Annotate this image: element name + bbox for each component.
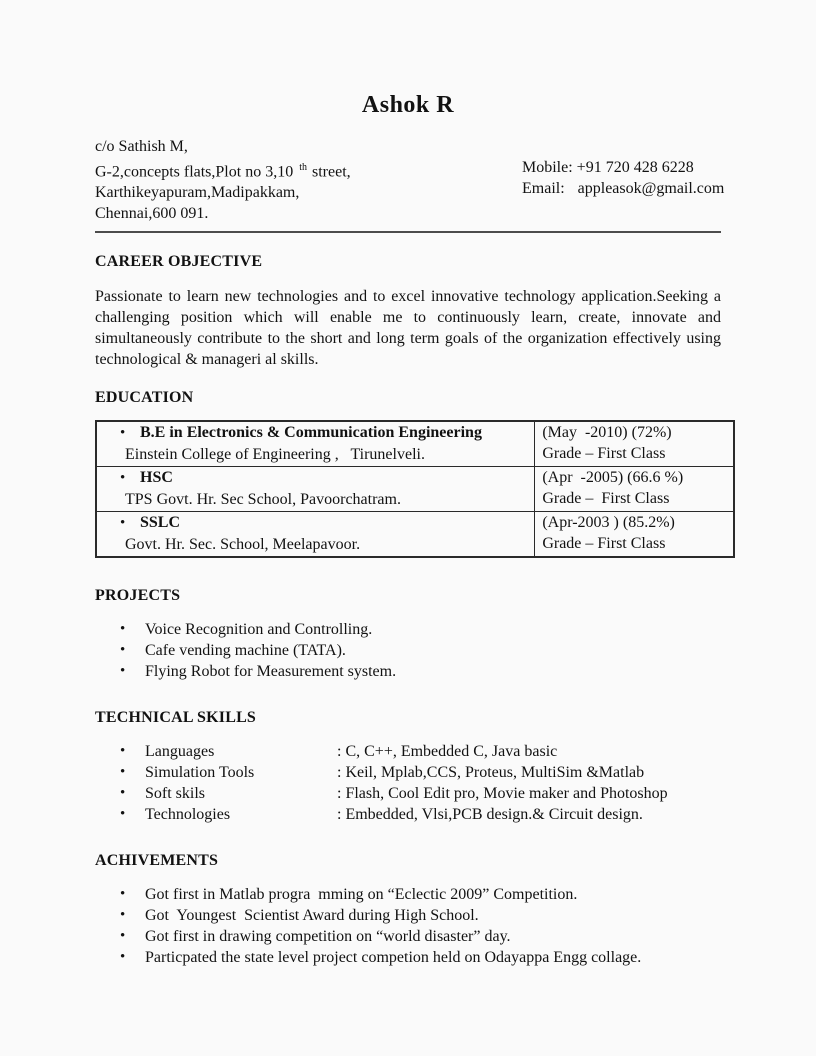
contact-block xyxy=(95,136,725,224)
degree-name: B.E in Electronics & Communication Engineering xyxy=(140,424,482,442)
career-objective-text: Passionate to learn new technologies and to excel innovative technology application.Seeking a challenging position which will enable me to continuously learn, create, innovate and simultaneously contribute to the short and long term goals of the organization effectively using technological & manageri al skills. xyxy=(95,288,721,369)
institution-name: Einstein College of Engineering , Tirunelveli. xyxy=(125,446,425,464)
degree-line xyxy=(97,512,534,534)
list-item xyxy=(95,762,735,783)
achievement-text: Particpated the state level project competion held on Odayappa Engg collage. xyxy=(145,949,642,967)
address-line-1: c/o Sathish M, xyxy=(95,138,188,155)
education-degree-cell xyxy=(96,467,535,512)
address-line-4: Chennai,600 091. xyxy=(95,205,209,223)
skill-value: : Keil, Mplab,CCS, Proteus, MultiSim &Matlab xyxy=(337,764,645,782)
bullet-icon: • xyxy=(120,928,126,945)
education-period: (May -2010) (72%) xyxy=(542,424,672,442)
list-item xyxy=(95,905,735,926)
email-label: Email: xyxy=(522,180,565,197)
list-item xyxy=(95,783,735,804)
education-table xyxy=(95,420,735,558)
education-result-cell xyxy=(535,467,734,512)
bullet-icon: • xyxy=(120,764,126,781)
contact-details xyxy=(522,157,724,199)
list-item xyxy=(95,640,735,661)
list-item xyxy=(95,741,735,762)
list-item xyxy=(95,884,735,905)
list-item xyxy=(95,804,735,825)
degree-name: HSC xyxy=(140,469,173,487)
skill-value: : C, C++, Embedded C, Java basic xyxy=(337,743,558,761)
bullet-icon: • xyxy=(120,642,126,659)
email-row xyxy=(522,178,724,199)
bullet-icon: • xyxy=(120,663,126,680)
bullet-icon: • xyxy=(120,425,126,442)
education-grade: Grade – First Class xyxy=(542,490,670,508)
skill-value: : Embedded, Vlsi,PCB design.& Circuit design. xyxy=(337,806,643,824)
education-result-cell xyxy=(535,421,734,467)
projects-list xyxy=(95,619,735,682)
education-grade: Grade – First Class xyxy=(542,535,666,553)
section-heading-technical-skills: TECHNICAL SKILLS xyxy=(95,709,257,727)
skill-label: Languages xyxy=(145,743,215,761)
address-line-2-text: G-2,concepts flats,Plot no 3,10 xyxy=(95,163,294,181)
degree-name: SSLC xyxy=(140,514,181,532)
bullet-icon: • xyxy=(120,907,126,924)
technical-skills-list xyxy=(95,741,735,825)
list-item xyxy=(95,619,735,640)
header-divider xyxy=(95,231,721,233)
skill-label: Technologies xyxy=(145,806,231,824)
list-item xyxy=(95,926,735,947)
education-degree-cell xyxy=(96,421,535,467)
mobile-value: +91 720 428 6228 xyxy=(576,159,694,176)
address-line-2-suffix: street, xyxy=(307,163,351,181)
bullet-icon: • xyxy=(120,886,126,903)
bullet-icon: • xyxy=(120,806,126,823)
achievement-text: Got first in Matlab progra mming on “Eclectic 2009” Competition. xyxy=(145,886,578,904)
project-text: Flying Robot for Measurement system. xyxy=(145,663,397,681)
project-text: Cafe vending machine (TATA). xyxy=(145,642,346,660)
ordinal-superscript: th xyxy=(299,162,307,173)
section-heading-education: EDUCATION xyxy=(95,389,194,407)
achievements-list xyxy=(95,884,735,968)
address-line-3: Karthikeyapuram,Madipakkam, xyxy=(95,184,300,202)
page-title: Ashok R xyxy=(361,92,455,118)
achievement-text: Got first in drawing competition on “world disaster” day. xyxy=(145,928,511,946)
degree-line xyxy=(97,467,534,489)
section-heading-projects: PROJECTS xyxy=(95,587,181,605)
degree-line xyxy=(97,422,534,444)
bullet-icon: • xyxy=(120,621,126,638)
bullet-icon: • xyxy=(120,785,126,802)
education-period: (Apr -2005) (66.6 %) xyxy=(542,469,684,487)
education-period: (Apr-2003 ) (85.2%) xyxy=(542,514,675,532)
bullet-icon: • xyxy=(120,949,126,966)
bullet-icon: • xyxy=(120,515,126,532)
skill-label: Simulation Tools xyxy=(145,764,255,782)
institution-name: TPS Govt. Hr. Sec School, Pavoorchatram. xyxy=(125,491,401,509)
bullet-icon: • xyxy=(120,470,126,487)
resume-page xyxy=(95,0,735,968)
achievement-text: Got Youngest Scientist Award during High School. xyxy=(145,907,479,925)
education-grade: Grade – First Class xyxy=(542,445,666,463)
table-row xyxy=(96,421,734,467)
project-text: Voice Recognition and Controlling. xyxy=(145,621,373,639)
list-item xyxy=(95,661,735,682)
education-degree-cell xyxy=(96,512,535,558)
institution-name: Govt. Hr. Sec. School, Meelapavoor. xyxy=(125,536,361,554)
section-heading-achievements: ACHIVEMENTS xyxy=(95,852,219,870)
mobile-row xyxy=(522,157,724,178)
table-row xyxy=(96,467,734,512)
skill-value: : Flash, Cool Edit pro, Movie maker and Photoshop xyxy=(337,785,668,803)
education-result-cell xyxy=(535,512,734,558)
section-heading-career-objective: CAREER OBJECTIVE xyxy=(95,253,263,271)
mobile-label: Mobile: xyxy=(522,159,573,176)
email-value: appleasok@gmail.com xyxy=(577,180,725,197)
list-item xyxy=(95,947,735,968)
bullet-icon: • xyxy=(120,743,126,760)
skill-label: Soft skils xyxy=(145,785,206,803)
table-row xyxy=(96,512,734,558)
